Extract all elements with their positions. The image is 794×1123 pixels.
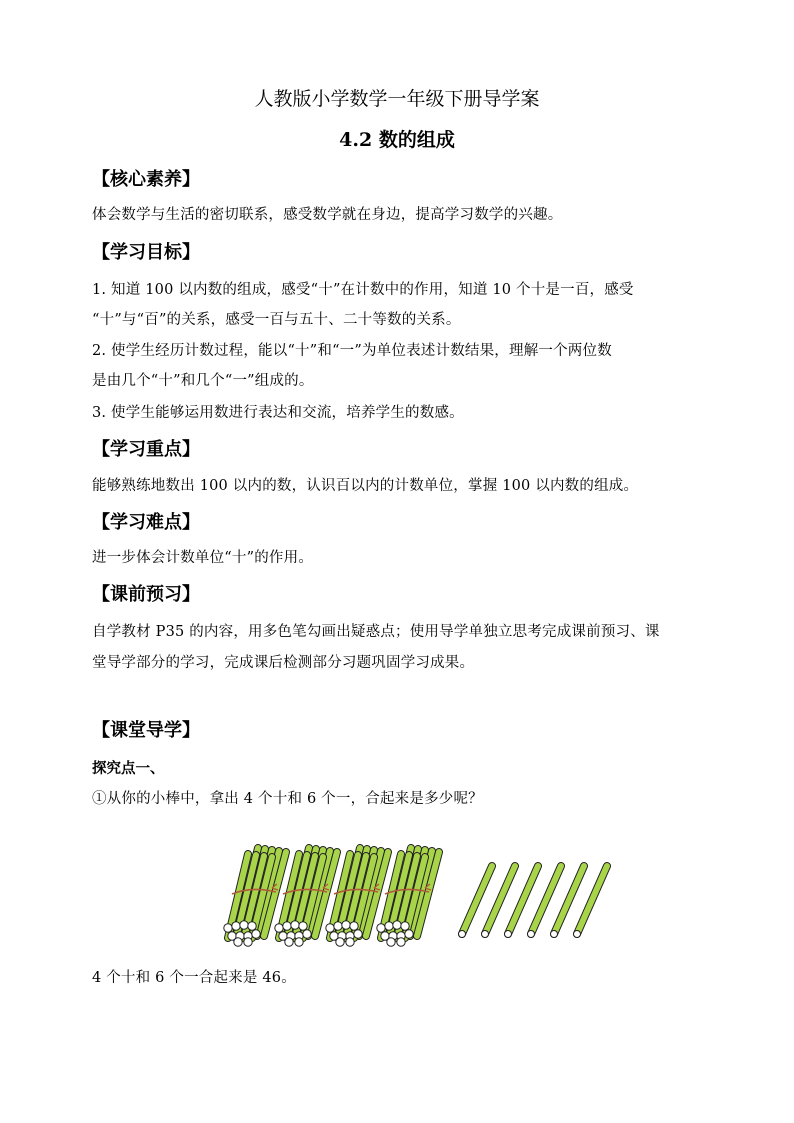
- goal-1-line-2: “十”与“百”的关系，感受一百与五十、二十等数的关系。: [92, 312, 461, 328]
- core-text: 体会数学与生活的密切联系，感受数学就在身边，提高学习数学的兴趣。: [92, 207, 563, 223]
- goal-2-line-1: 2. 使学生经历计数过程，能以“十”和“一”为单位表述计数结果，理解一个两位数: [92, 343, 612, 359]
- goal-2-line-2: 是由几个“十”和几个“一”组成的。: [92, 373, 314, 389]
- heading-focus: 【学习重点】: [92, 439, 200, 460]
- goal-1-line-1: 1. 知道 100 以内数的组成，感受“十”在计数中的作用，知道 10 个十是一百，感受: [92, 282, 634, 298]
- stick-bundles: [224, 848, 439, 946]
- heading-preview: 【课前预习】: [92, 584, 200, 605]
- sticks-illustration: [216, 844, 616, 948]
- document-title: 人教版小学数学一年级下册导学案: [254, 88, 540, 110]
- preview-line-1: 自学教材 P35 的内容，用多色笔勾画出疑惑点；使用导学单独立思考完成课前预习、课: [92, 624, 660, 640]
- exploration-point: 探究点一、: [92, 760, 165, 777]
- preview-line-2: 堂导学部分的学习，完成课后检测部分习题巩固学习成果。: [92, 655, 475, 671]
- exploration-question: ①从你的小棒中，拿出 4 个十和 6 个一，合起来是多少呢？: [92, 791, 483, 807]
- heading-guide: 【课堂导学】: [92, 720, 200, 741]
- single-sticks: [459, 866, 608, 938]
- heading-difficulty: 【学习难点】: [92, 512, 200, 533]
- heading-goals: 【学习目标】: [92, 242, 200, 263]
- heading-core: 【核心素养】: [92, 169, 200, 190]
- document-subtitle: 4.2 数的组成: [339, 129, 455, 151]
- difficulty-text: 进一步体会计数单位“十”的作用。: [92, 550, 314, 566]
- focus-text: 能够熟练地数出 100 以内的数，认识百以内的计数单位，掌握 100 以内数的组成。: [92, 478, 639, 494]
- exploration-answer: 4 个十和 6 个一合起来是 46。: [92, 970, 296, 986]
- goal-3: 3. 使学生能够运用数进行表达和交流，培养学生的数感。: [92, 405, 464, 421]
